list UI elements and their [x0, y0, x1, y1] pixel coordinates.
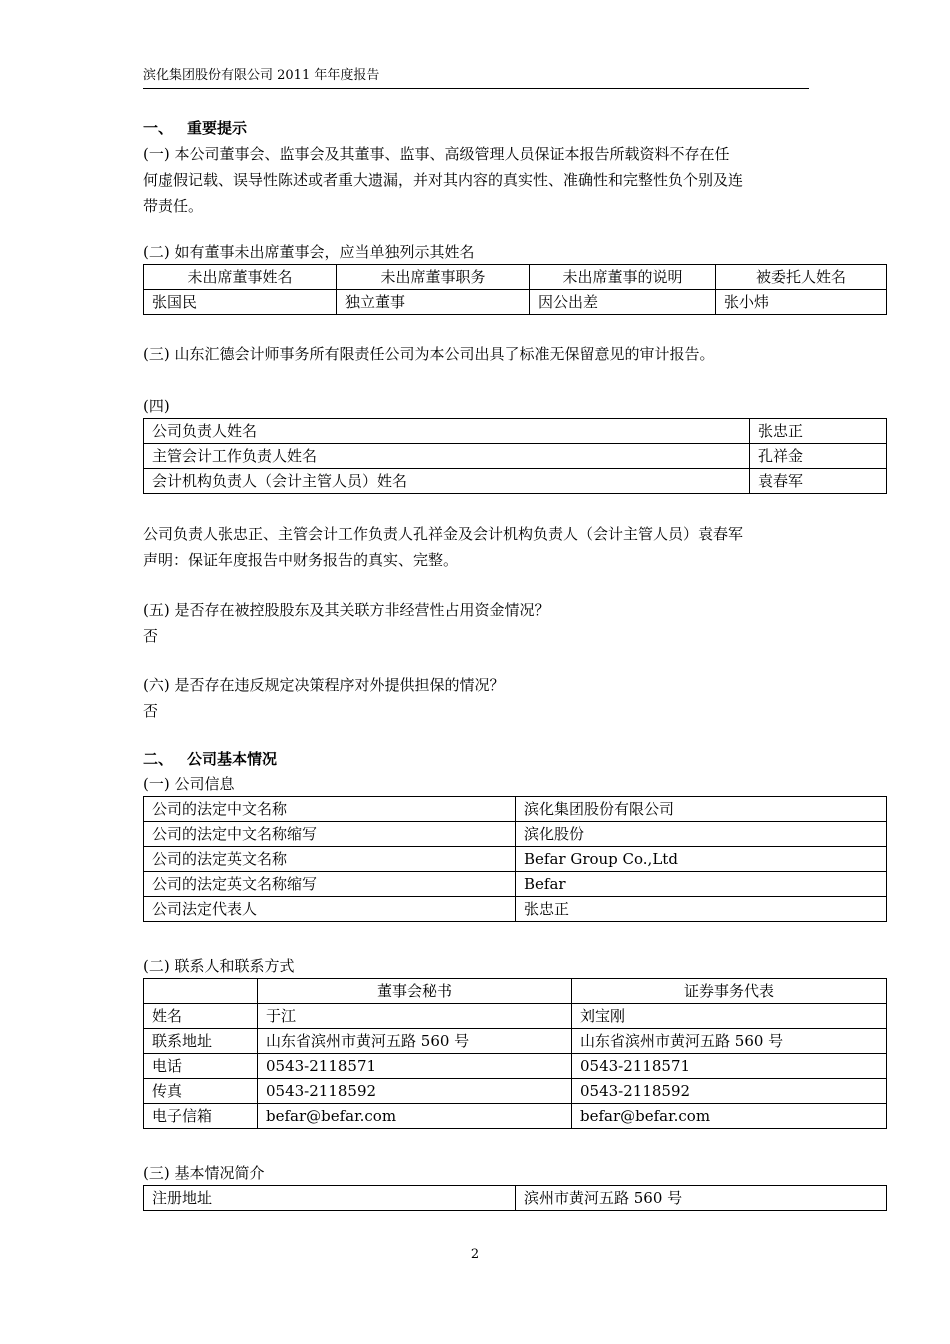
- absent-directors-table: [143, 264, 887, 315]
- table-cell: befar@befar.com: [572, 1104, 887, 1129]
- table-header-cell: 未出席董事职务: [337, 265, 530, 290]
- question-6: [143, 672, 504, 724]
- table-header-cell: 董事会秘书: [258, 979, 572, 1004]
- table-cell: 注册地址: [144, 1186, 516, 1211]
- question-text: (五) 是否存在被控股股东及其关联方非经营性占用资金情况？: [143, 601, 550, 619]
- table-cell: 公司的法定英文名称: [144, 847, 516, 872]
- table-row: [144, 1029, 887, 1054]
- table-cell: 公司的法定中文名称: [144, 797, 516, 822]
- table-row: [144, 897, 887, 922]
- question-text: (六) 是否存在违反规定决策程序对外提供担保的情况？: [143, 676, 505, 694]
- table-cell: 电话: [144, 1054, 258, 1079]
- page-header: 滨化集团股份有限公司 2011 年年度报告: [143, 66, 809, 89]
- table-cell: 0543-2118592: [258, 1079, 572, 1104]
- table-cell: 0543-2118571: [258, 1054, 572, 1079]
- table-cell: Befar Group Co.,Ltd: [516, 847, 887, 872]
- table-cell: 滨化集团股份有限公司: [516, 797, 887, 822]
- table-header-row: [144, 979, 887, 1004]
- table-cell: 公司负责人姓名: [144, 419, 750, 444]
- table-row: [144, 1079, 887, 1104]
- table-header-row: [144, 265, 887, 290]
- table-cell: 滨州市黄河五路 560 号: [516, 1186, 887, 1211]
- table-cell: 主管会计工作负责人姓名: [144, 444, 750, 469]
- statement: [143, 521, 813, 573]
- table-cell: 山东省滨州市黄河五路 560 号: [258, 1029, 572, 1054]
- section-1-title: 重要提示: [187, 119, 248, 137]
- table-cell: 因公出差: [530, 290, 716, 315]
- table-header-cell: 未出席董事的说明: [530, 265, 716, 290]
- table-cell: 公司的法定中文名称缩写: [144, 822, 516, 847]
- table-cell: Befar: [516, 872, 887, 897]
- table-cell: 姓名: [144, 1004, 258, 1029]
- table-header-cell: 未出席董事姓名: [144, 265, 337, 290]
- table-cell: 刘宝刚: [572, 1004, 887, 1029]
- subsection-3-title: (三) 基本情况简介: [143, 1164, 265, 1182]
- table-cell: 孔祥金: [750, 444, 887, 469]
- table-cell: 传真: [144, 1079, 258, 1104]
- table-row: [144, 1186, 887, 1211]
- responsible-persons-table: [143, 418, 887, 494]
- table-row: [144, 444, 887, 469]
- paragraph-2-title: (二) 如有董事未出席董事会，应当单独列示其姓名: [143, 243, 475, 261]
- subsection-1-title: (一) 公司信息: [143, 775, 235, 793]
- table-row: [144, 872, 887, 897]
- table-row: [144, 1104, 887, 1129]
- table-cell: 联系地址: [144, 1029, 258, 1054]
- paragraph-1: [143, 141, 813, 219]
- statement-line: 公司负责人张忠正、主管会计工作负责人孔祥金及会计机构负责人（会计主管人员）袁春军: [143, 525, 744, 543]
- basic-info-table: [143, 1185, 887, 1211]
- paragraph-3: (三) 山东汇德会计师事务所有限责任公司为本公司出具了标准无保留意见的审计报告。: [143, 345, 715, 363]
- table-cell: 张小炜: [716, 290, 887, 315]
- table-cell: 袁春军: [750, 469, 887, 494]
- section-1-heading: [143, 115, 247, 141]
- paragraph-line: 何虚假记载、误导性陈述或者重大遗漏，并对其内容的真实性、准确性和完整性负个别及连: [143, 171, 744, 189]
- section-2-heading: [143, 746, 277, 772]
- page-number: 2: [470, 1247, 480, 1262]
- table-cell: befar@befar.com: [258, 1104, 572, 1129]
- section-1-number: 一、: [143, 119, 174, 137]
- table-cell: 公司的法定英文名称缩写: [144, 872, 516, 897]
- section-2-title: 公司基本情况: [187, 750, 278, 768]
- table-cell: 公司法定代表人: [144, 897, 516, 922]
- answer-text: 否: [143, 702, 159, 720]
- table-row: [144, 1004, 887, 1029]
- table-cell: 滨化股份: [516, 822, 887, 847]
- question-5: [143, 597, 549, 649]
- table-row: [144, 822, 887, 847]
- table-row: [144, 847, 887, 872]
- paragraph-4-title: (四): [143, 397, 170, 415]
- table-cell: 山东省滨州市黄河五路 560 号: [572, 1029, 887, 1054]
- table-row: [144, 419, 887, 444]
- table-cell: 0543-2118571: [572, 1054, 887, 1079]
- table-cell: 0543-2118592: [572, 1079, 887, 1104]
- table-cell: 独立董事: [337, 290, 530, 315]
- company-info-table: [143, 796, 887, 922]
- table-row: [144, 797, 887, 822]
- table-row: [144, 469, 887, 494]
- table-cell: 于江: [258, 1004, 572, 1029]
- paragraph-line: 带责任。: [143, 197, 204, 215]
- table-cell: 电子信箱: [144, 1104, 258, 1129]
- table-cell: 会计机构负责人（会计主管人员）姓名: [144, 469, 750, 494]
- table-cell: 张忠正: [516, 897, 887, 922]
- statement-line: 声明：保证年度报告中财务报告的真实、完整。: [143, 551, 459, 569]
- paragraph-line: (一) 本公司董事会、监事会及其董事、监事、高级管理人员保证本报告所载资料不存在任: [143, 145, 730, 163]
- table-row: [144, 290, 887, 315]
- subsection-2-title: (二) 联系人和联系方式: [143, 957, 295, 975]
- table-cell: 张国民: [144, 290, 337, 315]
- table-row: [144, 1054, 887, 1079]
- contact-table: [143, 978, 887, 1129]
- section-2-number: 二、: [143, 750, 174, 768]
- table-header-cell: [144, 979, 258, 1004]
- table-header-cell: 证券事务代表: [572, 979, 887, 1004]
- table-cell: 张忠正: [750, 419, 887, 444]
- answer-text: 否: [143, 627, 159, 645]
- table-header-cell: 被委托人姓名: [716, 265, 887, 290]
